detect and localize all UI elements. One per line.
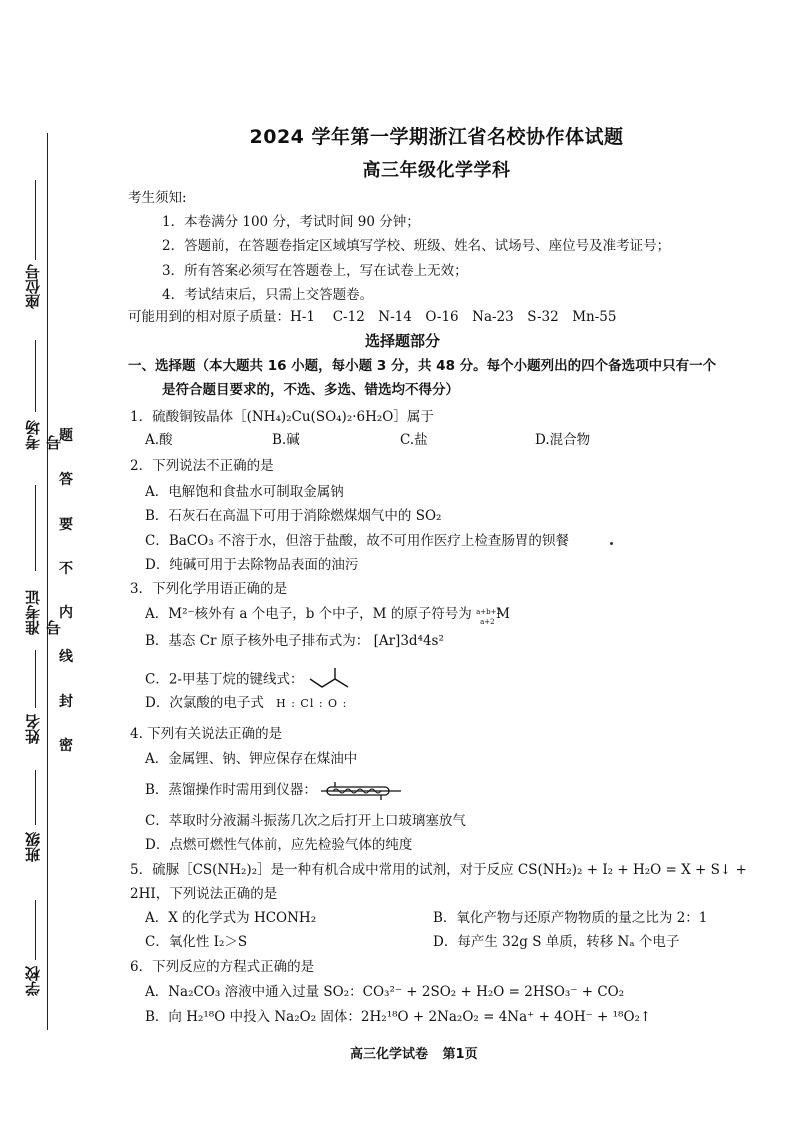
part1-instructions-cont: 是符合题目要求的，不选、多选、错选均不得分）: [162, 382, 459, 398]
q2-stem: 2．下列说法不正确的是: [130, 458, 274, 474]
notice-item: 4．考试结束后，只需上交答题卷。: [162, 287, 374, 303]
seal-char: 内: [59, 605, 73, 622]
q4-option-b: [145, 781, 401, 800]
name-blank: [35, 650, 36, 708]
q5-option-b: B．氧化产物与还原产物物质的量之比为 2：1: [433, 910, 708, 926]
name-label: 姓名: [24, 714, 42, 744]
q5-stem: 5．硫脲［CS(NH₂)₂］是一种有机合成中常用的试剂，对于反应 CS(NH₂)₂ + I₂ + H₂O = X + S↓ +: [130, 862, 747, 878]
seal-char: 封: [59, 693, 73, 710]
page-number: 第1页: [442, 1047, 478, 1062]
q1-option-d: D.混合物: [535, 432, 591, 448]
exam-room-blank: [35, 340, 36, 412]
q5-option-c: C．氧化性 I₂＞S: [145, 934, 248, 950]
seal-char: 不: [59, 560, 73, 577]
q3-option-b: B．基态 Cr 原子核外电子排布式为： [Ar]3d⁴4s²: [145, 633, 444, 649]
q3-option-a-text: A．M²⁻核外有 a 个电子，b 个中子，M 的原子符号为: [145, 606, 472, 622]
exam-room-field: [8, 340, 63, 450]
class-field: [8, 770, 48, 890]
class-label: 班级: [24, 832, 42, 862]
q3-option-c-text: C．2-甲基丁烷的键线式：: [145, 671, 304, 688]
q1-option-c: C.盐: [400, 432, 428, 448]
seal-char: 密: [59, 737, 73, 754]
seal-char: 题: [59, 428, 73, 444]
q2-option-a: A．电解饱和食盐水可制取金属钠: [145, 484, 344, 500]
scan-speck: [610, 542, 613, 545]
q3-option-d: [145, 694, 347, 713]
condenser-figure: [321, 782, 401, 800]
school-blank: [35, 900, 36, 960]
section-title: 选择题部分: [365, 332, 441, 350]
q5-option-a: A．X 的化学式为 HCONH₂: [145, 910, 317, 926]
nuclide-symbol: M: [496, 606, 510, 622]
seat-number-label: 座位号: [24, 264, 42, 309]
nuclide-notation: [476, 605, 510, 626]
seal-char: 答: [59, 472, 73, 489]
q1-option-b: B.碱: [272, 432, 300, 448]
q4-stem: 4. 下列有关说法正确的是: [130, 726, 283, 742]
seat-number-blank: [35, 180, 36, 260]
q6-option-b: B．向 H₂¹⁸O 中投入 Na₂O₂ 固体：2H₂¹⁸O + 2Na₂O₂ = 4Na⁺ + 4OH⁻ + ¹⁸O₂↑: [145, 1009, 652, 1025]
electron-formula: H : Cl : O :: [276, 697, 348, 710]
admission-number-blank: [35, 485, 36, 571]
notice-item: 2．答题前，在答题卷指定区域填写学校、班级、姓名、试场号、座位号及准考证号；: [162, 238, 671, 254]
q6-stem: 6．下列反应的方程式正确的是: [130, 959, 315, 975]
q6-option-a: A．Na₂CO₃ 溶液中通入过量 SO₂：CO₃²⁻ + 2SO₂ + H₂O = 2HSO₃⁻ + CO₂: [145, 984, 625, 1000]
exam-room-label: 考场号: [24, 420, 63, 450]
q4-option-b-text: B．蒸馏操作时需用到仪器：: [145, 782, 317, 798]
seal-line-text: [57, 425, 75, 755]
q4-option-c: C．萃取时分液漏斗振荡几次之后打开上口玻璃塞放气: [145, 813, 466, 829]
q4-option-a: A．金属锂、钠、钾应保存在煤油中: [145, 751, 358, 767]
q2-option-c: C．BaCO₃ 不溶于水，但溶于盐酸，故不可用作医疗上检查肠胃的钡餐: [145, 533, 569, 549]
exam-title: 2024 学年第一学期浙江省名校协作体试题: [249, 126, 624, 148]
exam-subtitle: 高三年级化学学科: [362, 160, 511, 181]
q1-stem: 1．硫酸铜铵晶体［(NH₄)₂Cu(SO₄)₂·6H₂O］属于: [130, 409, 434, 425]
name-field: [8, 650, 48, 760]
notice-item: 1．本卷满分 100 分，考试时间 90 分钟；: [162, 214, 420, 230]
q3-option-a: [145, 605, 510, 626]
q2-option-d: D．纯碱可用于去除物品表面的油污: [145, 557, 359, 573]
school-field: [8, 900, 48, 1010]
seat-number-field: [8, 180, 48, 330]
class-blank: [35, 770, 36, 825]
seal-char: 要: [59, 516, 73, 533]
seal-char: 线: [59, 649, 73, 666]
part1-instructions: 一、选择题（本大题共 16 小题，每小题 3 分，共 48 分。每个小题列出的四个备选项中只有一个: [128, 358, 717, 374]
notice-heading: 考生须知:: [128, 190, 187, 206]
q3-option-c: [145, 667, 356, 693]
q2-option-b: B．石灰石在高温下可用于消除燃煤烟气中的 SO₂: [145, 508, 442, 524]
admission-number-label: 准考证号: [24, 590, 63, 635]
nuclide-atomic-number: a+2: [480, 618, 495, 626]
nuclide-mass-number: a+b+2: [476, 608, 501, 616]
q3-option-d-text: D．次氯酸的电子式: [145, 695, 264, 711]
q5-option-d: D．每产生 32g S 单质，转移 Nₐ 个电子: [433, 934, 680, 950]
q5-stem-cont: 2HI，下列说法正确的是: [130, 886, 278, 902]
notice-item: 3．所有答案必须写在答题卷上，写在试卷上无效；: [162, 263, 468, 279]
page-footer: [350, 1043, 488, 1062]
school-label: 学校: [24, 966, 42, 996]
footer-label: 高三化学试卷: [350, 1047, 429, 1062]
admission-number-field: [8, 485, 63, 635]
q1-option-a: A.酸: [145, 432, 173, 448]
q4-option-d: D．点燃可燃性气体前，应先检验气体的纯度: [145, 837, 413, 853]
skeletal-formula-figure: [308, 667, 356, 693]
atomic-masses: 可能用到的相对原子质量：H-1 C-12 N-14 O-16 Na-23 S-32 Mn-55: [128, 309, 617, 325]
q3-stem: 3．下列化学用语正确的是: [130, 581, 288, 597]
